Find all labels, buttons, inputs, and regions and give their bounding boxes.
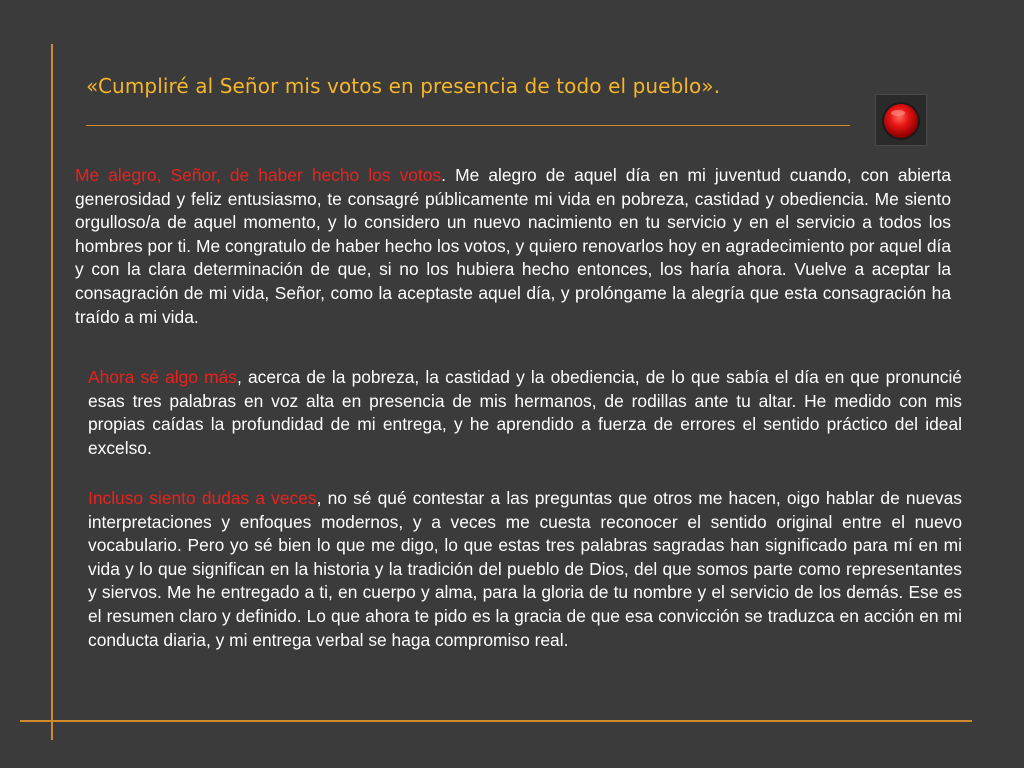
paragraph-1-text: . Me alegro de aquel día en mi juventud cuando, con abierta generosidad y feliz entusiasmo, te consagré públicamente mi vida en pobreza, castidad y obediencia. Me siento orgulloso/a de aquel momento, y lo considero un nuevo nacimiento en tu servicio y en el servicio a todos los hombres por ti. Me congratulo de haber hecho los votos, y quiero renovarlos hoy en agradecimiento por aquel día y con la clara determinación de que, si no los hubiera hecho entonces, los haría ahora. Vuelve a aceptar la consagración de mi vida, Señor, como la aceptaste aquel día, y prolóngame la alegría que esta consagración ha traído a mi vida.: [75, 165, 951, 327]
slide-title: «Cumpliré al Señor mis votos en presencia de todo el pueblo».: [86, 74, 721, 98]
bottom-accent-line: [20, 720, 972, 722]
vertical-accent-line: [51, 44, 53, 740]
title-underline: [86, 125, 850, 126]
paragraph-1: [75, 164, 951, 329]
paragraph-3-text: , no sé qué contestar a las preguntas que otros me hacen, oigo hablar de nuevas interpretaciones y enfoques modernos, y a veces me cuesta reconocer el sentido original entre el nuevo vocabulario. Pero yo sé bien lo que me digo, lo que estas tres palabras sagradas han significado para mí en mi vida y lo que significan en la historia y la tradición del pueblo de Dios, del que somos parte como representantes y siervos. Me he entregado a ti, en cuerpo y alma, para la gloria de tu nombre y el servicio de los demás. Ese es el resumen claro y definido. Lo que ahora te pido es la gracia de que esa convicción se traduzca en acción en mi conducta diaria, y mi entrega verbal se haga compromiso real.: [88, 488, 962, 650]
paragraph-1-highlight: Me alegro, Señor, de haber hecho los votos: [75, 165, 442, 185]
paragraph-2: [88, 366, 962, 460]
paragraph-2-highlight: Ahora sé algo más: [88, 367, 238, 387]
red-record-button-icon[interactable]: [875, 94, 927, 146]
paragraph-3-highlight: Incluso siento dudas a veces: [88, 488, 317, 508]
paragraph-3: [88, 487, 962, 652]
paragraph-2-text: , acerca de la pobreza, la castidad y la obediencia, de lo que sabía el día en que pronuncié esas tres palabras en voz alta en presencia de mis hermanos, de rodillas ante tu altar. He medido con mis propias caídas la profundidad de mi entrega, y he aprendido a fuerza de errores el sentido práctico del ideal excelso.: [88, 367, 962, 458]
